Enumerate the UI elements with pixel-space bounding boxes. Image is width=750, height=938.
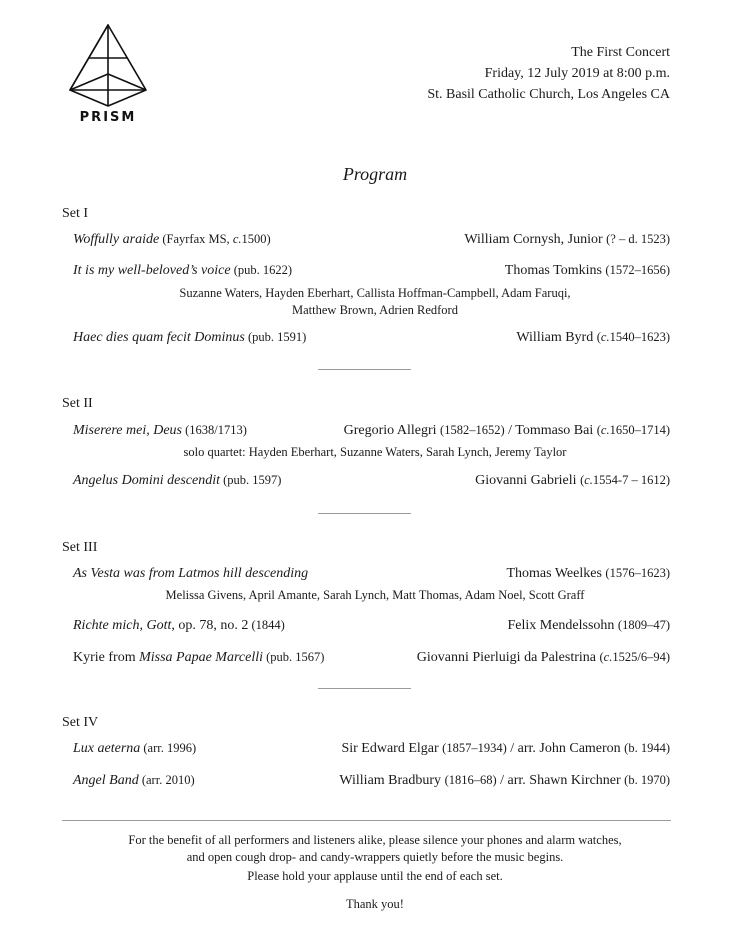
composer: William Cornysh, Junior [464,232,607,247]
composer: Felix Mendelssohn [507,618,618,633]
composer: Giovanni Pierluigi da Palestrina [416,650,600,665]
composer: Thomas Weelkes [506,566,606,581]
set-label-3: Set III [62,540,98,555]
set-divider [318,688,411,689]
piece-title: Missa Papae Marcelli [139,650,263,665]
piece-title: Woffully araide [73,232,160,247]
concert-date: Friday, 12 July 2019 at 8:00 p.m. [484,66,670,81]
prism-pyramid-icon [62,22,154,108]
piece-title: Angelus Domini descendit [73,473,220,488]
composer: Gregorio Allegri [343,423,441,438]
applause-note: Please hold your applause until the end of each set. [247,869,503,883]
piece-title: It is my well-beloved’s voice [73,263,231,278]
program-row: Miserere mei, Deus (1638/1713) Gregorio Allegri (1582–1652) / Tommaso Bai (c.1650–1714) [73,423,670,438]
composer: Giovanni Gabrieli [475,473,581,488]
composer: Shawn Kirchner [529,773,625,788]
concert-name: The First Concert [571,45,670,60]
set-label-1: Set I [62,206,89,221]
concert-info [427,42,670,105]
program-row: As Vesta was from Latmos hill descending Thomas Weelkes (1576–1623) [73,566,670,581]
program-title: Program [342,164,408,184]
thank-you: Thank you! [346,897,404,911]
program-row: Lux aeterna (arr. 1996) Sir Edward Elgar (1857–1934) / arr. John Cameron (b. 1944) [73,741,670,756]
program-row: Richte mich, Gott, op. 78, no. 2 (1844) Felix Mendelssohn (1809–47) [73,618,670,633]
piece-title: As Vesta was from Latmos hill descending [73,566,309,581]
footer-notice: For the benefit of all performers and listeners alike, please silence your phones and alarm watches, and open cough drop- and candy-wrappers quietly before the music begins. [128,833,622,864]
composer: John Cameron [539,741,625,756]
performers: Melissa Givens, April Amante, Sarah Lynch, Matt Thomas, Adam Noel, Scott Graff [165,588,585,602]
program-row: Kyrie from Missa Papae Marcelli (pub. 1567) Giovanni Pierluigi da Palestrina (c.1525/6–94) [73,650,670,665]
set-divider [318,513,411,514]
logo-wordmark: PRISM [79,110,137,125]
composer: Sir Edward Elgar [341,741,443,756]
piece-title: Angel Band [73,773,139,788]
performers: Suzanne Waters, Hayden Eberhart, Callista Hoffman-Campbell, Adam Faruqi, Matthew Brown, Adrien Redford [179,286,571,317]
program-row: Haec dies quam fecit Dominus (pub. 1591) William Byrd (c.1540–1623) [73,330,670,345]
set-divider [318,369,411,370]
piece-title: Lux aeterna [73,741,141,756]
program-row: Angelus Domini descendit (pub. 1597) Giovanni Gabrieli (c.1554-7 – 1612) [73,473,670,488]
composer: William Byrd [516,330,597,345]
concert-venue: St. Basil Catholic Church, Los Angeles CA [427,87,670,102]
prism-logo [62,22,154,126]
composer: William Bradbury [339,773,445,788]
set-label-4: Set IV [62,715,99,730]
piece-title: Richte mich, Gott [73,618,172,633]
program-row: It is my well-beloved’s voice (pub. 1622) Thomas Tomkins (1572–1656) [73,263,670,278]
footer-divider [62,820,671,821]
program-row: Angel Band (arr. 2010) William Bradbury (1816–68) / arr. Shawn Kirchner (b. 1970) [73,773,670,788]
performers: solo quartet: Hayden Eberhart, Suzanne Waters, Sarah Lynch, Jeremy Taylor [183,445,567,459]
program-row: Woffully araide (Fayrfax MS, c.1500) William Cornysh, Junior (? – d. 1523) [73,232,670,247]
composer: Tommaso Bai [515,423,597,438]
composer: Thomas Tomkins [504,263,606,278]
piece-title: Miserere mei, Deus [73,423,182,438]
piece-title: Haec dies quam fecit Dominus [73,330,245,345]
set-label-2: Set II [62,396,93,411]
